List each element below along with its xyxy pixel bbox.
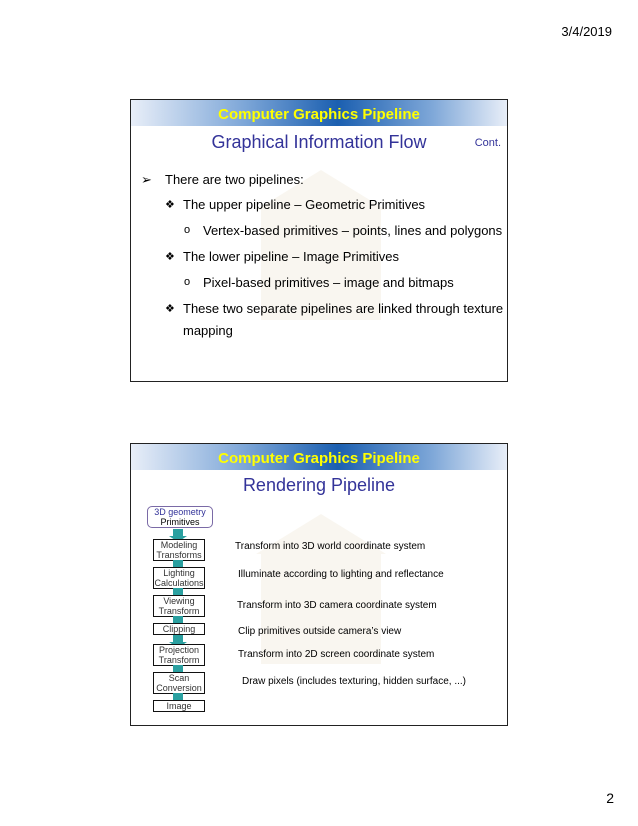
stage-box-projection: Projection Transform <box>153 644 205 666</box>
continued-label: Cont. <box>474 137 501 149</box>
down-arrow-icon <box>173 635 183 642</box>
bullet-text: These two separate pipelines are linked through texture <box>183 301 504 316</box>
stage-box-viewing: Viewing Transform <box>153 595 205 617</box>
slide-heading: Graphical Information Flow <box>211 132 427 152</box>
page-number: 2 <box>606 790 614 806</box>
slide-banner: Computer Graphics Pipeline <box>131 100 507 126</box>
stage-description: Transform into 3D world coordinate system <box>235 541 426 552</box>
diamond-bullet-icon: ❖ <box>165 199 175 211</box>
diamond-bullet-icon: ❖ <box>165 251 175 263</box>
diamond-bullet-icon: ❖ <box>165 303 175 315</box>
bullet-text: mapping <box>183 323 233 338</box>
stage-description: Transform into 2D screen coordinate system <box>238 649 435 660</box>
arrow-bullet-icon: ➢ <box>141 172 152 187</box>
bullet-text: The lower pipeline – Image Primitives <box>183 249 400 264</box>
down-arrow-icon <box>173 616 183 623</box>
down-arrow-icon <box>173 665 183 672</box>
stage-description: Clip primitives outside camera’s view <box>238 626 402 637</box>
stage-description: Transform into 3D camera coordinate system <box>237 600 437 611</box>
stage-description: Illuminate according to lighting and reflectance <box>238 569 444 580</box>
stage-box-lighting: Lighting Calculations <box>154 568 204 588</box>
pipeline-input-box: 3D geometry Primitives <box>147 506 213 528</box>
page-date: 3/4/2019 <box>561 24 612 39</box>
bullet-text: There are two pipelines: <box>165 172 304 187</box>
slide-rendering-pipeline <box>130 443 508 726</box>
down-arrow-icon <box>173 588 183 595</box>
stage-box-modeling: Modeling Transforms <box>153 539 205 561</box>
bullet-text: The upper pipeline – Geometric Primitives <box>183 197 426 212</box>
down-arrow-icon <box>173 560 183 567</box>
pipeline-output-box: Image <box>153 700 205 712</box>
stage-box-clipping: Clipping <box>153 623 205 635</box>
down-arrow-icon <box>173 693 183 700</box>
slide-heading: Rendering Pipeline <box>242 475 396 495</box>
slide-banner: Computer Graphics Pipeline <box>131 444 507 470</box>
bullet-text: Pixel-based primitives – image and bitmaps <box>203 275 454 290</box>
stage-description: Draw pixels (includes texturing, hidden surface, ...) <box>242 676 466 687</box>
down-arrow-icon <box>173 529 183 536</box>
bullet-text: Vertex-based primitives – points, lines and polygons <box>203 223 503 238</box>
circle-bullet-icon: o <box>184 276 191 288</box>
slide-graphical-information-flow <box>130 99 508 382</box>
circle-bullet-icon: o <box>184 224 191 236</box>
stage-box-scan-conversion: Scan Conversion <box>153 672 205 694</box>
